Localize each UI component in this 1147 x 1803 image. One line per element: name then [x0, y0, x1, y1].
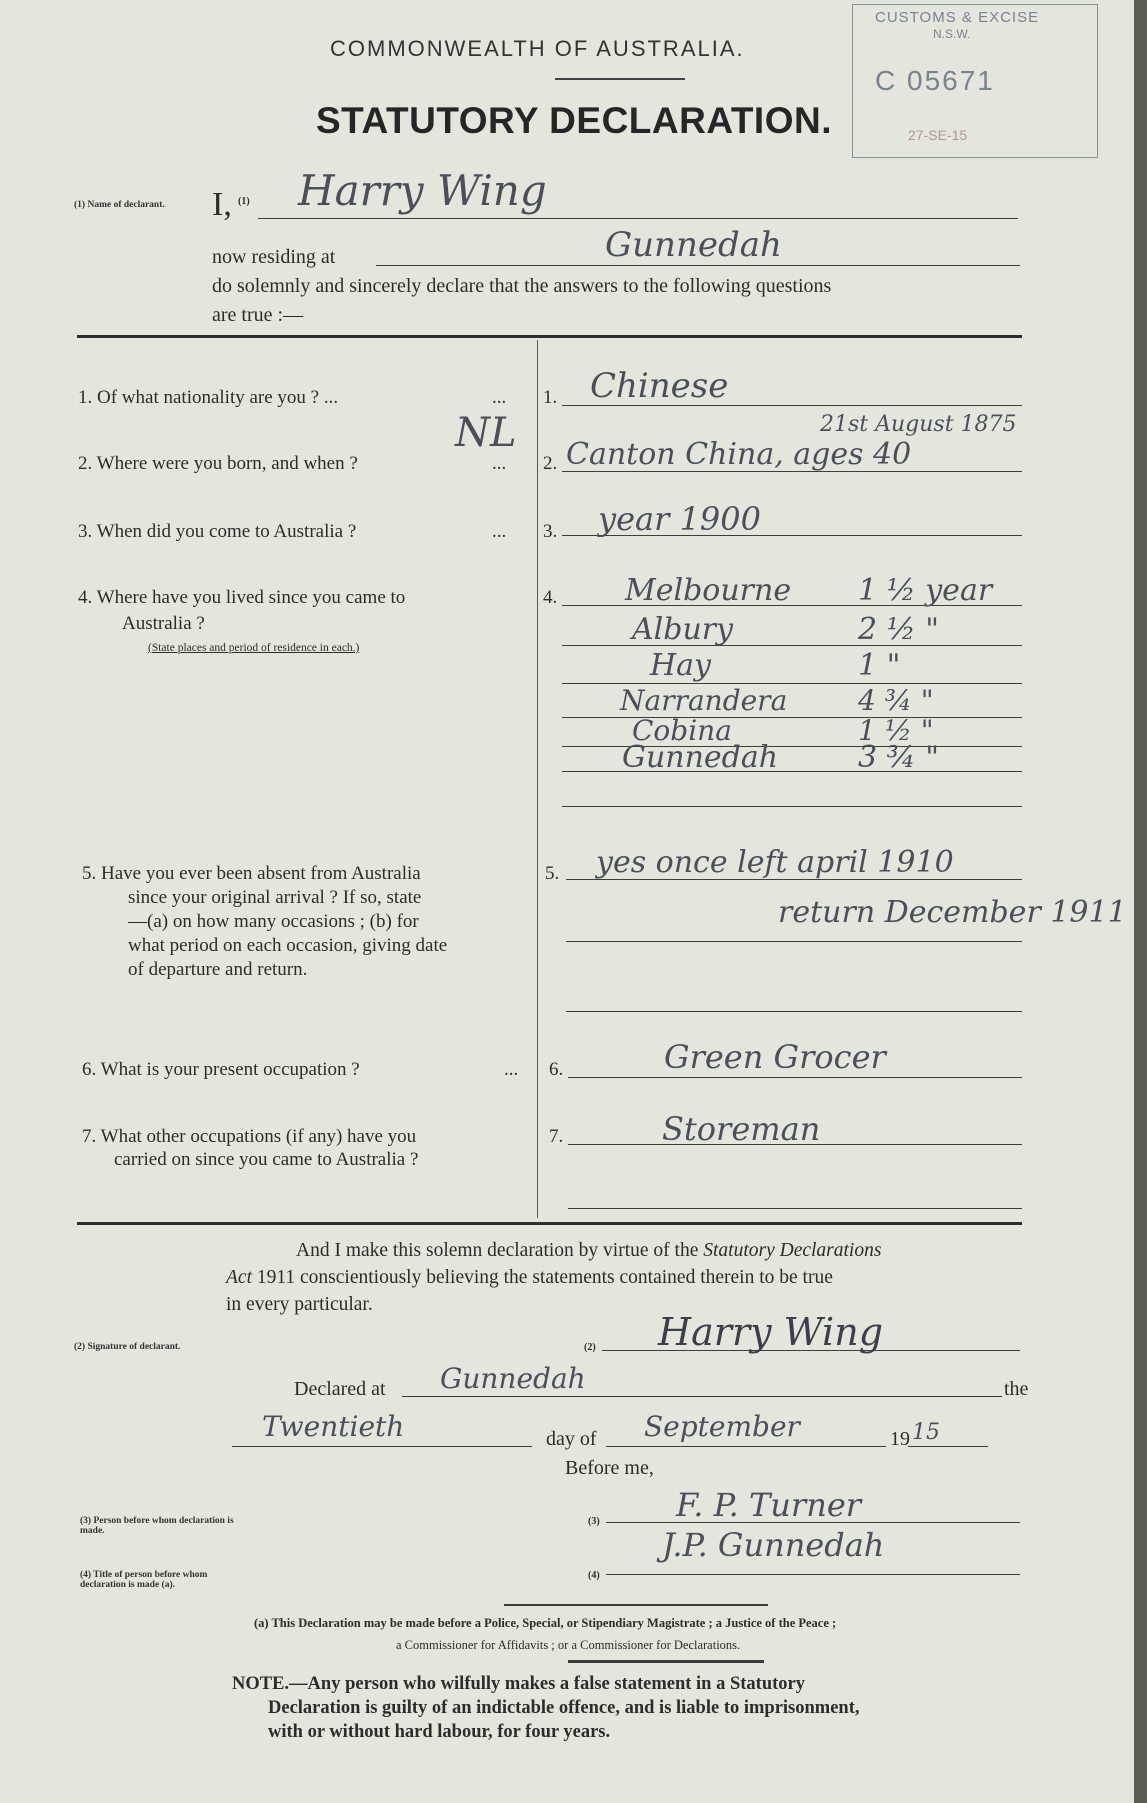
note-line-1: NOTE.—Any person who wilfully makes a false statement in a Statutory [232, 1674, 805, 1694]
question-5-line-3: —(a) on how many occasions ; (b) for [128, 911, 419, 932]
residence-line-7 [562, 806, 1022, 807]
page-edge [1134, 0, 1147, 1803]
column-divider [537, 340, 538, 1218]
declarant-name: Harry Wing [298, 166, 547, 215]
residence-3-period: 1 " [858, 648, 901, 683]
intro-line-2: are true :— [212, 304, 304, 326]
answer-5-line-2-text: return December 1911 [778, 895, 1127, 930]
note-line-3: with or without hard labour, for four years. [268, 1722, 611, 1742]
solemn-line-3: in every particular. [226, 1294, 373, 1315]
residence-6-period: 3 ¾ " [858, 740, 940, 775]
answer-5-line-3 [566, 1011, 1022, 1012]
heading-ornament [555, 78, 685, 80]
question-7-line-1: 7. What other occupations (if any) have you [82, 1126, 417, 1147]
question-1: 1. Of what nationality are you ? ... [78, 387, 339, 408]
bottom-separator [77, 1222, 1022, 1225]
residence-1-period: 1 ½ year [858, 573, 993, 608]
declarant-signature: Harry Wing [658, 1310, 884, 1354]
title-note: (4) Title of person before whom declaration is made (a). [80, 1570, 208, 1590]
question-4-note: (State places and period of residence in each.) [148, 642, 360, 654]
ref-1: (1) [238, 196, 250, 207]
signature-ref: (2) [584, 1342, 596, 1353]
before-me-label: Before me, [565, 1457, 654, 1479]
solemn-line-1-text: And I make this solemn declaration by virtue of the [296, 1240, 699, 1261]
signature-note: (2) Signature of declarant. [74, 1342, 181, 1352]
year-line [908, 1446, 988, 1447]
footnote-separator [504, 1604, 768, 1606]
question-6: 6. What is your present occupation ? [82, 1059, 360, 1080]
solemn-line-2 [226, 1267, 833, 1289]
question-2-dots: ... [492, 453, 507, 474]
stamp-office: CUSTOMS & EXCISE [875, 9, 1040, 26]
answer-7-number: 7. [549, 1126, 564, 1147]
year-value: 15 [912, 1420, 940, 1445]
answer-6-number: 6. [549, 1059, 564, 1080]
question-4-line-1: 4. Where have you lived since you came to [78, 587, 406, 608]
question-7-line-2: carried on since you came to Australia ? [114, 1149, 419, 1170]
name-line [258, 218, 1018, 219]
question-3: 3. When did you come to Australia ? [78, 521, 357, 542]
question-4-line-2: Australia ? [122, 613, 205, 634]
residing-label: now residing at [212, 246, 336, 268]
answer-5-number: 5. [545, 863, 560, 884]
answer-6: Green Grocer [664, 1038, 886, 1076]
question-1-dots: ... [492, 387, 507, 408]
margin-initials: NL [455, 410, 517, 456]
residence-3-place: Hay [650, 648, 711, 683]
stamp-state: N.S.W. [933, 27, 971, 41]
answer-5-line-2 [566, 941, 1022, 942]
answer-1: Chinese [590, 366, 729, 406]
question-6-dots: ... [504, 1059, 519, 1080]
question-3-dots: ... [492, 521, 507, 542]
person-value: F. P. Turner [676, 1486, 862, 1524]
top-separator [77, 335, 1022, 338]
residence-2-place: Albury [632, 612, 734, 647]
title-value: J.P. Gunnedah [662, 1526, 885, 1564]
residence-2-period: 2 ½ " [858, 612, 940, 647]
solemn-line-1 [296, 1240, 881, 1262]
stamp-number: C 05671 [875, 65, 995, 96]
country-heading: COMMONWEALTH OF AUSTRALIA. [330, 36, 745, 61]
residence-4-period: 4 ¾ " [858, 684, 934, 717]
title-ref: (4) [588, 1570, 600, 1581]
person-ref: (3) [588, 1516, 600, 1527]
answer-3-number: 3. [543, 521, 558, 542]
residence-4-place: Narrandera [620, 684, 788, 717]
question-2: 2. Where were you born, and when ? [78, 453, 358, 474]
answer-7-line-2 [568, 1208, 1022, 1209]
the-label: the [1004, 1378, 1029, 1400]
day-line [232, 1446, 532, 1447]
residence-line-2 [562, 645, 1022, 646]
residence-6-place: Gunnedah [622, 740, 779, 775]
title-line [606, 1574, 1020, 1575]
answer-2-number: 2. [543, 453, 558, 474]
answer-2-date-note: 21st August 1875 [820, 412, 1017, 437]
person-note: (3) Person before whom declaration is made. [80, 1516, 234, 1536]
declared-at-line [402, 1396, 1002, 1397]
residence-line-4 [562, 717, 1022, 718]
note-separator [568, 1660, 764, 1663]
question-5-line-4: what period on each occasion, giving date [128, 935, 448, 956]
declared-at-value: Gunnedah [440, 1362, 586, 1395]
month-value: September [644, 1410, 800, 1443]
act-word: Act [226, 1267, 252, 1288]
answer-4-number: 4. [543, 587, 558, 608]
day-of-label: day of [546, 1428, 597, 1450]
intro-line-1: do solemnly and sincerely declare that the answers to the following questions [212, 275, 832, 297]
stamp-date: 27-SE-15 [908, 127, 968, 143]
note-line-2: Declaration is guilty of an indictable offence, and is liable to imprisonment, [268, 1698, 860, 1718]
month-line [606, 1446, 886, 1447]
residence-1-place: Melbourne [625, 573, 792, 608]
answer-1-number: 1. [543, 387, 558, 408]
year-prefix: 19 [890, 1428, 910, 1450]
act-name: Statutory Declarations [703, 1240, 882, 1261]
residence-5-period: 1 ½ " [858, 714, 934, 747]
answer-3: year 1900 [598, 500, 761, 538]
question-5-line-2: since your original arrival ? If so, state [128, 887, 422, 908]
document-title: STATUTORY DECLARATION. [316, 100, 832, 141]
residence-5-place: Cobina [632, 714, 732, 747]
footnote-line-2: a Commissioner for Affidavits ; or a Commissioner for Declarations. [396, 1638, 741, 1652]
answer-2: Canton China, ages 40 [566, 437, 912, 472]
answer-7: Storeman [662, 1110, 821, 1148]
day-value: Twentieth [262, 1410, 405, 1443]
margin-note-name: (1) Name of declarant. [74, 200, 165, 210]
answer-5-line-1-text: yes once left april 1910 [596, 845, 954, 880]
question-5-line-1: 5. Have you ever been absent from Australia [82, 863, 421, 884]
residence-line [376, 265, 1020, 266]
solemn-line-2-text: 1911 conscientiously believing the statements contained therein to be true [256, 1267, 833, 1288]
residence-value: Gunnedah [605, 225, 782, 265]
customs-stamp [852, 4, 1098, 158]
question-5-line-5: of departure and return. [128, 959, 308, 980]
declared-at-label: Declared at [294, 1378, 386, 1400]
answer-6-line [568, 1077, 1022, 1078]
pronoun-i: I, [212, 186, 232, 223]
footnote-line-1: (a) This Declaration may be made before a Police, Special, or Stipendiary Magistrate ; a Justice of the Peace ; [254, 1616, 837, 1630]
